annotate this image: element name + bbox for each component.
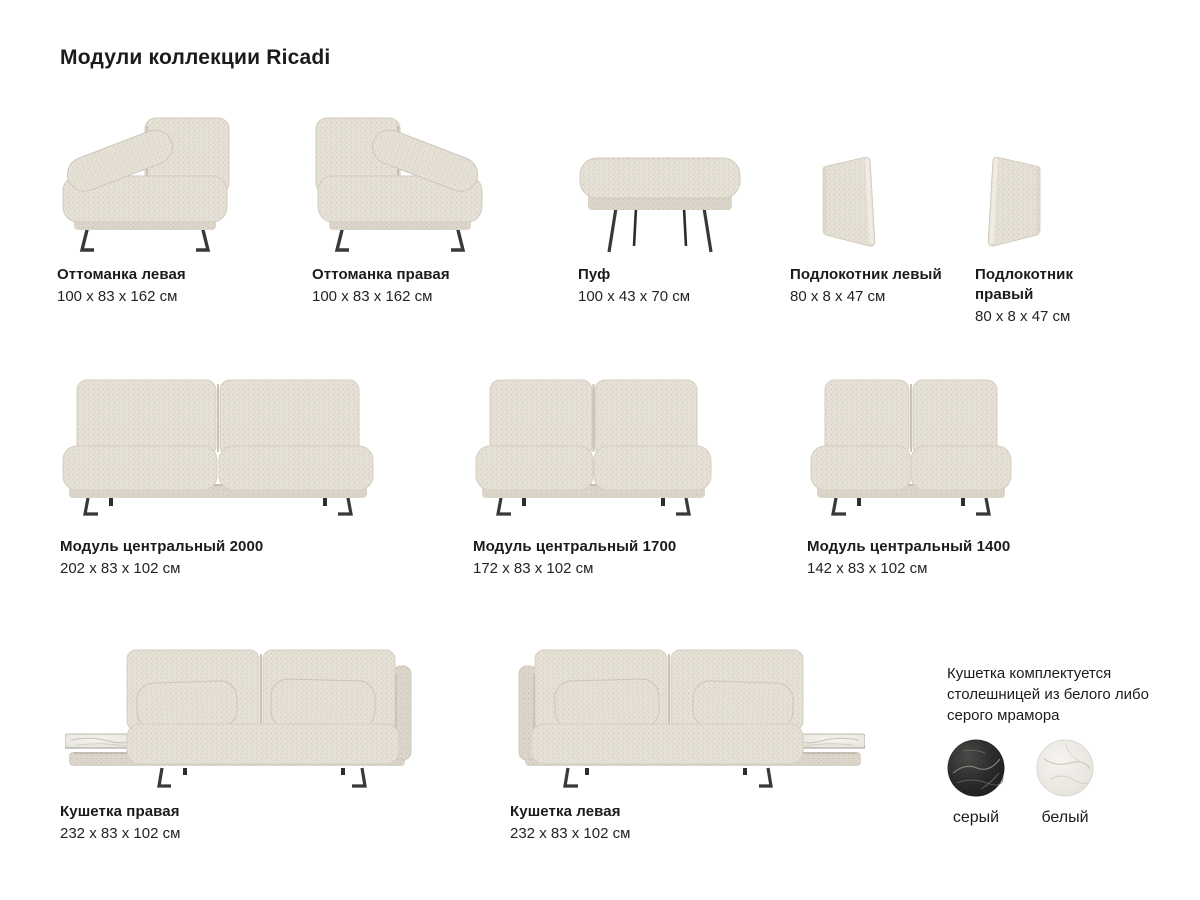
module-dimensions: 100 x 83 x 162 см [57,288,178,305]
armrest-left-illustration [790,106,950,258]
armrest-right-image [975,148,1065,258]
daybed-right-image [65,642,417,790]
module-card-armrest-right [975,106,1135,327]
module-name: Подлокотник левый [790,266,942,283]
module-dimensions: 80 x 8 x 47 см [790,288,886,305]
swatch-white [1036,739,1094,827]
module-dimensions: 232 x 83 x 102 см [60,825,181,842]
daybed-left-illustration [510,642,870,790]
sofa-ottoman-right-image [312,106,488,258]
central-module-1400-image [805,368,1017,520]
module-dimensions: 142 x 83 x 102 см [807,560,928,577]
module-name: Подлокотник правый [975,266,1074,303]
central-module-2000-image [57,368,379,520]
daybed-left-image [513,642,865,790]
module-name: Кушетка левая [510,803,621,820]
ottoman-right-illustration [312,106,512,258]
armrest-left-image [798,148,888,258]
module-card-daybed-right [60,642,420,844]
module-name: Модуль центральный 1700 [473,538,677,555]
module-name: Пуф [578,266,611,283]
module-dimensions: 100 x 43 x 70 см [578,288,691,305]
central-module-2000-illustration [57,368,387,520]
white-marble-icon [1036,739,1094,797]
module-dimensions: 100 x 83 x 162 см [312,288,433,305]
swatch-gray [947,739,1005,827]
swatch-white-label: белый [1041,809,1089,826]
module-dimensions: 232 x 83 x 102 см [510,825,631,842]
gray-marble-icon [947,739,1005,797]
module-card-ottoman-left [57,106,257,307]
module-card-central-2000 [57,368,387,579]
module-card-central-1400 [805,368,1035,579]
sofa-ottoman-left-image [57,106,233,258]
module-name: Оттоманка левая [57,266,186,283]
module-name: Оттоманка правая [312,266,450,283]
pouf-image [572,108,748,258]
module-card-ottoman-right [312,106,512,307]
module-card-daybed-left [510,642,870,844]
central-module-1400-illustration [805,368,1035,520]
module-name: Кушетка правая [60,803,180,820]
marble-swatches [947,739,1155,827]
module-card-central-1700 [470,368,730,579]
module-name: Модуль центральный 1400 [807,538,1011,555]
module-card-pouf [572,106,772,307]
central-module-1700-image [470,368,717,520]
swatch-gray-label: серый [952,809,1000,826]
daybed-tabletop-note [947,663,1155,827]
daybed-right-illustration [60,642,420,790]
ottoman-left-illustration [57,106,257,258]
armrest-right-illustration [975,106,1135,258]
module-dimensions: 172 x 83 x 102 см [473,560,594,577]
module-dimensions: 80 x 8 x 47 см [975,308,1071,325]
module-dimensions: 202 x 83 x 102 см [60,560,181,577]
module-card-armrest-left [790,106,950,307]
central-module-1700-illustration [470,368,730,520]
note-text: Кушетка комплектуется столешницей из белого либо серого мрамора [947,665,1149,724]
module-name: Модуль центральный 2000 [60,538,264,555]
page-title: Модули коллекции Ricadi [60,46,331,69]
pouf-illustration [572,106,772,258]
